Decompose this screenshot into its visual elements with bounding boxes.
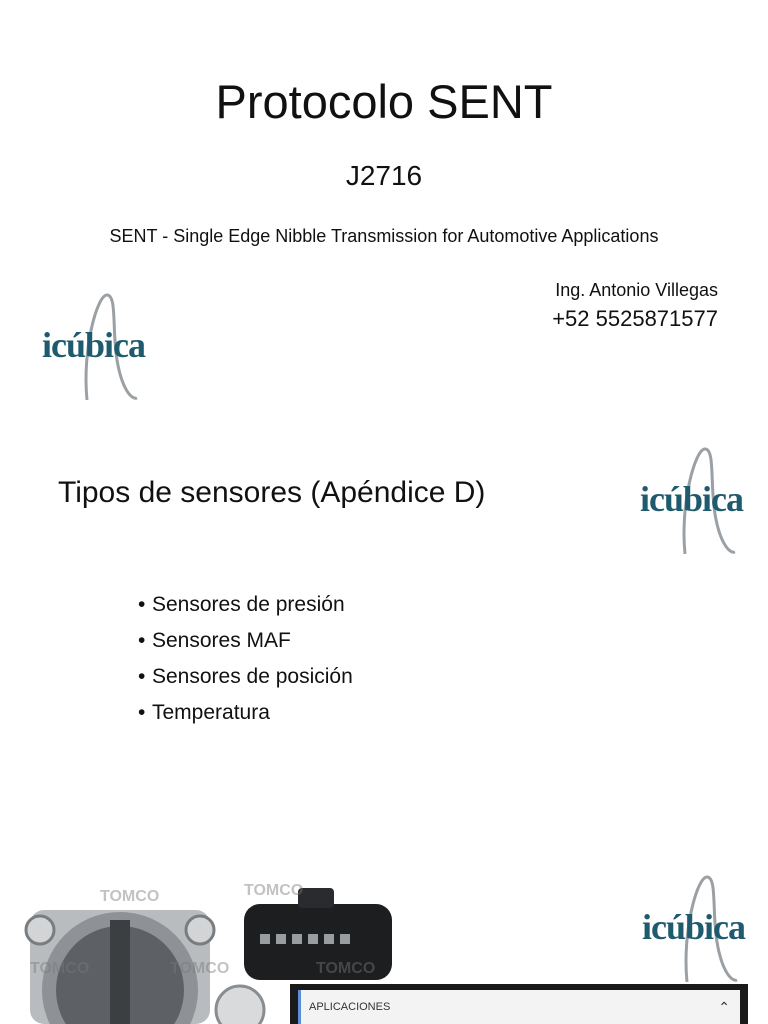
logo-text: icúbica: [642, 907, 746, 947]
page-title: Protocolo SENT: [215, 75, 553, 128]
aplicaciones-panel[interactable]: [290, 984, 748, 1024]
list-item: • Sensores de posición: [138, 665, 353, 688]
logo-text: icúbica: [42, 325, 146, 365]
connector-photo: [238, 880, 398, 990]
chevron-up-icon[interactable]: ⌃: [718, 998, 730, 1015]
watermark: TOMCO: [316, 960, 376, 977]
watermark: TOMCO: [100, 888, 160, 905]
icubica-logo: [42, 290, 182, 410]
subtitle: J2716: [345, 160, 423, 191]
author-phone: +52 5525871577: [552, 306, 718, 331]
watermark: TOMCO: [30, 960, 90, 977]
panel-label: APLICACIONES: [309, 1001, 391, 1013]
author-name: Ing. Antonio Villegas: [555, 280, 718, 300]
list-item: • Sensores de presión: [138, 593, 345, 616]
section-title: Tipos de sensores (Apéndice D): [58, 476, 486, 509]
icubica-logo: [640, 444, 768, 564]
icubica-logo: [642, 872, 768, 992]
list-item: • Sensores MAF: [138, 629, 291, 652]
logo-text: icúbica: [640, 479, 744, 519]
list-item: • Temperatura: [138, 701, 270, 724]
watermark: TOMCO: [170, 960, 230, 977]
watermark: TOMCO: [244, 882, 304, 899]
tagline: SENT - Single Edge Nibble Transmission for Automotive Applications: [109, 226, 659, 246]
sensor-type-list: [138, 590, 353, 734]
